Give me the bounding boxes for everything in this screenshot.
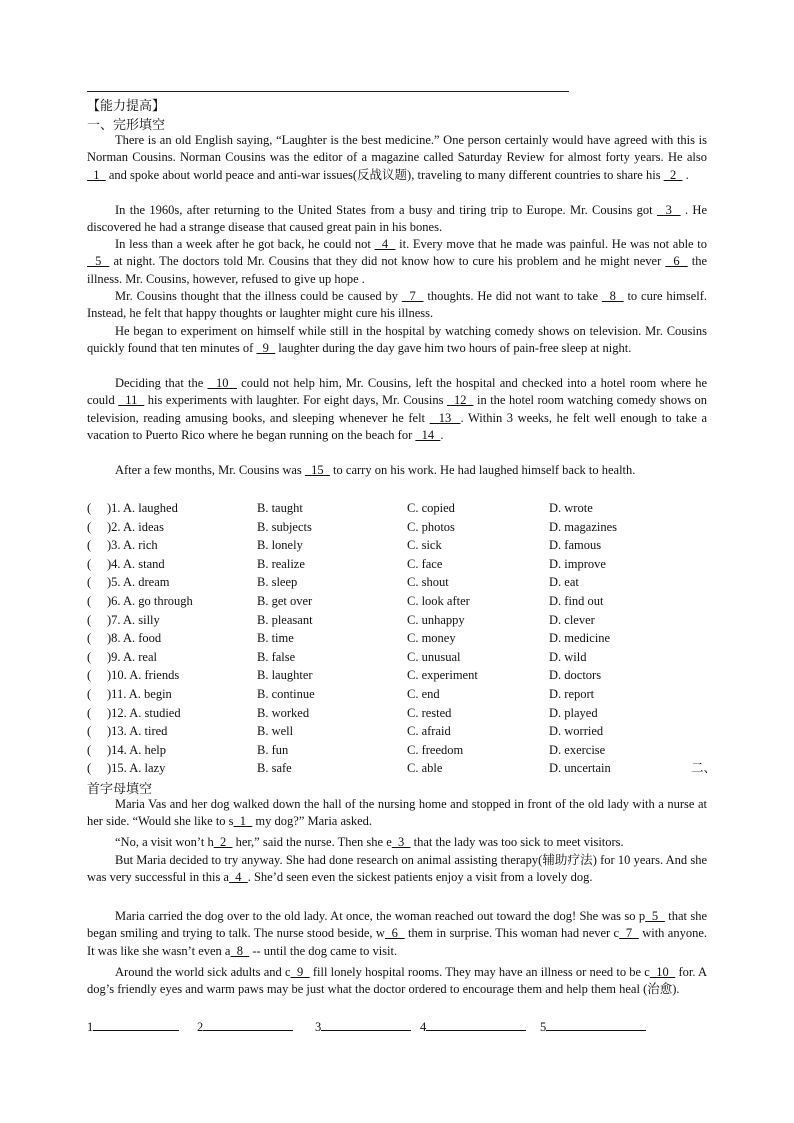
answer-paren[interactable]: ( (87, 761, 92, 776)
option-b: B. lonely (257, 538, 303, 553)
option-b: B. false (257, 649, 296, 664)
part1-title: 一、完形填空 (87, 118, 166, 133)
answer-label: 2 (197, 1020, 204, 1034)
option-c: C. freedom (407, 742, 464, 757)
option-b: B. realize (257, 556, 305, 571)
answer-paren[interactable]: ( (87, 612, 92, 627)
option-d: D. improve (549, 556, 606, 571)
option-b: B. sleep (257, 575, 298, 590)
blank[interactable]: 15 (304, 463, 330, 477)
question-row (87, 499, 707, 517)
option-a: )7. A. silly (107, 612, 160, 627)
passage2-paragraph: But Maria decided to try anyway. She had done research on animal assisting therapy(辅助疗法) for 10 years. And she was very successful in this a 4 . She’d seen even the sickest patients enjoy a visit from a lovely dog. (87, 853, 707, 885)
question-row (87, 611, 707, 629)
option-a: )10. A. friends (107, 668, 180, 683)
answer-paren[interactable]: ( (87, 519, 92, 534)
blank[interactable]: 4 (228, 870, 248, 885)
passage2-paragraph: Maria Vas and her dog walked down the hall of the nursing home and stopped in front of the old lady with a nurse at her side. “Would she like to s 1 my dog?” Maria asked. (87, 797, 707, 829)
blank[interactable]: 10 (207, 376, 237, 390)
option-c: C. copied (407, 501, 455, 515)
option-d: D. exercise (549, 742, 606, 757)
blank[interactable]: 13 (429, 410, 461, 425)
option-a: )11. A. begin (107, 687, 172, 701)
option-d: D. uncertain (549, 761, 611, 776)
passage2-paragraph: Around the world sick adults and c 9 fill lonely hospital rooms. They may have an illness or need to be c 10 for. A dog’s friendly eyes and warm paws may be just what the doctor ordered to encourage them and help them heal (治愈). (87, 965, 708, 997)
passage2-paragraph: “No, a visit won’t h 2 her,” said the nurse. Then she e 3 that the lady was too sick to meet visitors. (115, 835, 624, 849)
option-b: B. subjects (257, 519, 312, 534)
option-d: D. wild (549, 649, 587, 664)
question-row (87, 518, 707, 536)
answer-blank-5[interactable] (540, 1020, 650, 1035)
answer-blanks (87, 1020, 650, 1035)
option-a: )15. A. lazy (107, 761, 166, 776)
answer-paren[interactable]: ( (87, 687, 92, 701)
blank[interactable]: 1 (87, 167, 106, 182)
passage1-paragraph: In the 1960s, after returning to the United States from a busy and tiring trip to Europe. Mr. Cousins got 3 . He discovered he had a strange disease that caused great pain in his bones. (87, 203, 707, 235)
answer-paren[interactable]: ( (87, 631, 92, 646)
option-d: D. report (549, 687, 595, 701)
option-d: D. wrote (549, 501, 593, 515)
answer-paren[interactable]: ( (87, 649, 92, 664)
option-c: C. experiment (407, 668, 478, 683)
question-row (87, 629, 707, 647)
option-d: D. played (549, 705, 598, 720)
question-row (87, 592, 707, 610)
question-row (87, 759, 717, 777)
option-c: C. end (407, 687, 440, 701)
option-b: B. well (257, 724, 294, 739)
passage1-paragraph: There is an old English saying, “Laughter is the best medicine.” One person certainly would have agreed with this is Norman Cousins. Norman Cousins was the editor of a magazine called Saturday Review for almost forty years. He also 1 and spoke about world peace and anti-war issues(反战议题), traveling to many different countries to share his 2 . (87, 133, 707, 182)
option-d: D. famous (549, 538, 602, 553)
answer-paren[interactable]: ( (87, 705, 92, 720)
option-a: )4. A. stand (107, 556, 165, 571)
answer-label: 3 (315, 1020, 322, 1034)
option-d: D. eat (549, 575, 579, 590)
part2-title: 首字母填空 (87, 782, 153, 797)
question-row (87, 685, 707, 703)
answer-label: 4 (420, 1020, 427, 1034)
option-a: )6. A. go through (107, 594, 193, 608)
option-a: )8. A. food (107, 631, 162, 646)
option-d: D. medicine (549, 631, 611, 646)
answer-paren[interactable]: ( (87, 556, 92, 571)
passage1-paragraph: Deciding that the 10 could not help him, Mr. Cousins, left the hospital and checked into a hotel room where he could 11 his experiments with laughter. For eight days, Mr. Cousins 12 in the hotel room watching comedy shows on television, reading amusing books, and sleeping whenever he felt 13 . Within 3 weeks, he felt well enough to take a vacation to Puerto Rico where he began running on the beach for 14 . (87, 376, 708, 442)
blank[interactable]: 11 (118, 393, 145, 408)
option-c: C. face (407, 556, 443, 571)
passage1-paragraph: He began to experiment on himself while still in the hospital by watching comedy shows on television. Mr. Cousins quickly found that ten minutes of 9 laughter during the day gave him two hours of pain-free sleep at night. (87, 324, 707, 356)
answer-blank-1[interactable] (87, 1020, 197, 1035)
option-a: )1. A. laughed (107, 501, 178, 515)
option-c: C. unusual (407, 649, 461, 664)
blank[interactable]: 8 (230, 943, 250, 958)
passage1-paragraph: After a few months, Mr. Cousins was 15 to carry on his work. He had laughed himself back to health. (115, 463, 636, 477)
blank[interactable]: 2 (213, 835, 233, 849)
answer-paren[interactable]: ( (87, 594, 92, 608)
option-a: )9. A. real (107, 649, 157, 664)
blank[interactable]: 14 (415, 427, 441, 442)
question-row (87, 555, 707, 573)
blank[interactable]: 1 (233, 814, 253, 829)
option-a: )5. A. dream (107, 575, 170, 590)
answer-paren[interactable]: ( (87, 538, 92, 553)
blank[interactable]: 6 (665, 254, 688, 269)
option-a: )14. A. help (107, 742, 167, 757)
blank[interactable]: 12 (446, 393, 474, 408)
option-c: C. money (407, 631, 456, 646)
option-c: C. photos (407, 519, 455, 534)
answer-paren[interactable]: ( (87, 575, 92, 590)
option-d: D. doctors (549, 668, 602, 683)
option-b: B. fun (257, 742, 289, 757)
top-rule (87, 91, 569, 92)
option-b: B. continue (257, 687, 315, 701)
blank[interactable]: 3 (656, 203, 681, 217)
option-a: )12. A. studied (107, 705, 181, 720)
option-a: )2. A. ideas (107, 519, 164, 534)
blank[interactable]: 3 (391, 835, 411, 849)
blank[interactable]: 5 (645, 909, 665, 923)
option-c: C. unhappy (407, 612, 465, 627)
option-d: D. find out (549, 594, 604, 608)
blank[interactable]: 8 (601, 289, 624, 303)
option-b: B. time (257, 631, 294, 646)
option-c: C. look after (407, 594, 470, 608)
option-b: B. laughter (257, 668, 313, 683)
option-c: C. able (407, 761, 443, 776)
option-c: C. rested (407, 705, 452, 720)
blank[interactable]: 6 (384, 926, 405, 941)
blank[interactable]: 10 (649, 965, 676, 979)
part2-number: 二、 (691, 760, 717, 776)
answer-paren[interactable]: ( (87, 501, 92, 515)
passage1-paragraph: In less than a week after he got back, he could not 4 it. Every move that he made was painful. He was not able to 5 at night. The doctors told Mr. Cousins that they did not know how to cure his problem and he might never 6 the illness. Mr. Cousins, however, refused to give up hope . (87, 237, 708, 286)
answer-blank-2[interactable] (197, 1020, 315, 1035)
passage1-paragraph: Mr. Cousins thought that the illness could be caused by 7 thoughts. He did not want to take 8 to cure himself. Instead, he felt that happy thoughts or laughter might cure his illness. (87, 289, 708, 321)
section-title: 【能力提高】 (87, 99, 166, 114)
answer-label: 1 (87, 1020, 94, 1034)
blank[interactable]: 5 (87, 254, 110, 269)
blank[interactable]: 2 (663, 167, 683, 182)
blank[interactable]: 9 (256, 341, 276, 356)
option-c: C. sick (407, 538, 442, 553)
blank[interactable]: 4 (374, 237, 396, 251)
answer-paren[interactable]: ( (87, 724, 92, 739)
question-row (87, 648, 707, 666)
question-row (87, 536, 707, 554)
option-b: B. worked (257, 705, 310, 720)
question-row (87, 573, 707, 591)
blank[interactable]: 9 (290, 965, 310, 979)
blank[interactable]: 7 (401, 289, 424, 303)
option-b: B. pleasant (257, 612, 313, 627)
answer-label: 5 (540, 1020, 547, 1034)
passage2-paragraph: Maria carried the dog over to the old lady. At once, the woman reached out toward the dog! She was so p 5 that she began smiling and trying to talk. The nurse stood beside, w 6 them in surprise. This woman had never c 7 with anyone. It was like she wasn’t even a 8 -- until the dog came to visit. (87, 909, 707, 958)
answer-blank-4[interactable] (420, 1020, 540, 1035)
option-d: D. magazines (549, 519, 618, 534)
answer-blank-3[interactable] (315, 1020, 420, 1035)
answer-paren[interactable]: ( (87, 668, 92, 683)
blank[interactable]: 7 (619, 926, 639, 941)
option-d: D. worried (549, 724, 604, 739)
question-row (87, 741, 707, 759)
option-d: D. clever (549, 612, 595, 627)
answer-paren[interactable]: ( (87, 742, 92, 757)
question-row (87, 666, 707, 684)
option-b: B. safe (257, 761, 292, 776)
option-a: )13. A. tired (107, 724, 168, 739)
option-b: B. taught (257, 501, 303, 515)
option-a: )3. A. rich (107, 538, 158, 553)
question-row (87, 722, 707, 740)
option-b: B. get over (257, 594, 313, 608)
question-row (87, 704, 707, 722)
option-c: C. shout (407, 575, 449, 590)
option-c: C. afraid (407, 724, 451, 739)
